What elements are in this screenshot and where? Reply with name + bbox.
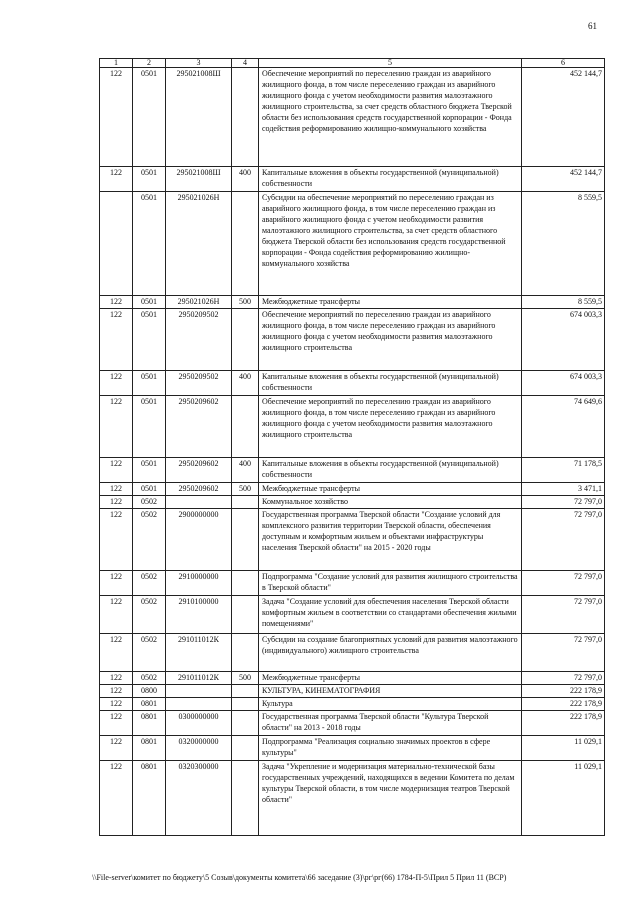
cell-c2: 0501 bbox=[133, 68, 166, 167]
cell-c6: 3 471,1 bbox=[522, 483, 605, 496]
table-row bbox=[100, 672, 605, 685]
cell-c6: 74 649,6 bbox=[522, 396, 605, 458]
table-row bbox=[100, 571, 605, 596]
cell-c4 bbox=[232, 736, 259, 761]
cell-c1: 122 bbox=[100, 509, 133, 571]
cell-c1: 122 bbox=[100, 167, 133, 192]
table-row bbox=[100, 192, 605, 296]
cell-c3: 0320000000 bbox=[166, 736, 232, 761]
cell-c6: 72 797,0 bbox=[522, 634, 605, 672]
cell-c6: 72 797,0 bbox=[522, 496, 605, 509]
table-row bbox=[100, 736, 605, 761]
table-row bbox=[100, 496, 605, 509]
cell-c6: 72 797,0 bbox=[522, 596, 605, 634]
cell-c6: 11 029,1 bbox=[522, 736, 605, 761]
table-row bbox=[100, 396, 605, 458]
cell-c2: 0801 bbox=[133, 761, 166, 836]
cell-c3: 295021026Н bbox=[166, 296, 232, 309]
budget-table bbox=[99, 58, 605, 836]
cell-c6: 222 178,9 bbox=[522, 685, 605, 698]
cell-c3 bbox=[166, 685, 232, 698]
table-row bbox=[100, 371, 605, 396]
cell-c1: 122 bbox=[100, 672, 133, 685]
cell-c3: 2950209602 bbox=[166, 396, 232, 458]
cell-c5: Капитальные вложения в объекты государственной (муниципальной) собственности bbox=[259, 458, 522, 483]
cell-c3: 295021008Ш bbox=[166, 68, 232, 167]
cell-c4 bbox=[232, 711, 259, 736]
table-row bbox=[100, 509, 605, 571]
file-path-footer: \\File-server\комитет по бюджету\5 Созыв\документы комитета\66 заседание (3)\рг\рг(66) 1784-П-5\Прил 5 Прил 11 (ВСР) bbox=[92, 873, 507, 882]
cell-c4 bbox=[232, 634, 259, 672]
cell-c6: 8 559,5 bbox=[522, 192, 605, 296]
cell-c2: 0502 bbox=[133, 496, 166, 509]
cell-c2: 0502 bbox=[133, 571, 166, 596]
cell-c1: 122 bbox=[100, 596, 133, 634]
cell-c2: 0801 bbox=[133, 711, 166, 736]
cell-c6: 72 797,0 bbox=[522, 571, 605, 596]
cell-c6: 674 003,3 bbox=[522, 371, 605, 396]
cell-c1: 122 bbox=[100, 711, 133, 736]
table-row bbox=[100, 483, 605, 496]
cell-c6: 452 144,7 bbox=[522, 68, 605, 167]
cell-c3: 2950209502 bbox=[166, 309, 232, 371]
table-row bbox=[100, 698, 605, 711]
cell-c6: 72 797,0 bbox=[522, 672, 605, 685]
cell-c5: Коммунальное хозяйство bbox=[259, 496, 522, 509]
cell-c3: 2950209602 bbox=[166, 458, 232, 483]
cell-c2: 0501 bbox=[133, 483, 166, 496]
cell-c5: Задача "Создание условий для обеспечения населения Тверской области комфортным жильем в соответствии со стандартами обеспечения жилыми помещениями" bbox=[259, 596, 522, 634]
cell-c4: 500 bbox=[232, 483, 259, 496]
cell-c6: 222 178,9 bbox=[522, 711, 605, 736]
cell-c3: 2950209502 bbox=[166, 371, 232, 396]
cell-c1: 122 bbox=[100, 296, 133, 309]
header-cell: 3 bbox=[166, 59, 232, 68]
cell-c2: 0501 bbox=[133, 296, 166, 309]
cell-c4: 500 bbox=[232, 296, 259, 309]
table-row bbox=[100, 634, 605, 672]
cell-c3: 291011012К bbox=[166, 634, 232, 672]
cell-c6: 11 029,1 bbox=[522, 761, 605, 836]
cell-c5: Задача "Укрепление и модернизация материально-технической базы государственных учреждений, находящихся в ведении Комитета по делам культуры Тверской области, в том числе модернизация театров Тверской области" bbox=[259, 761, 522, 836]
cell-c5: Межбюджетные трансферты bbox=[259, 483, 522, 496]
page-number: 61 bbox=[588, 21, 597, 31]
cell-c3: 2900000000 bbox=[166, 509, 232, 571]
cell-c3 bbox=[166, 698, 232, 711]
cell-c5: Субсидии на создание благоприятных условий для развития малоэтажного (индивидуального) жилищного строительства bbox=[259, 634, 522, 672]
header-row bbox=[100, 59, 605, 68]
cell-c1: 122 bbox=[100, 458, 133, 483]
cell-c6: 72 797,0 bbox=[522, 509, 605, 571]
cell-c2: 0800 bbox=[133, 685, 166, 698]
cell-c4 bbox=[232, 192, 259, 296]
cell-c4: 400 bbox=[232, 458, 259, 483]
cell-c6: 71 178,5 bbox=[522, 458, 605, 483]
table-row bbox=[100, 309, 605, 371]
cell-c5: Межбюджетные трансферты bbox=[259, 296, 522, 309]
cell-c2: 0801 bbox=[133, 698, 166, 711]
table-row bbox=[100, 596, 605, 634]
cell-c4: 400 bbox=[232, 371, 259, 396]
cell-c5: Подпрограмма "Реализация социально значимых проектов в сфере культуры" bbox=[259, 736, 522, 761]
cell-c1: 122 bbox=[100, 634, 133, 672]
cell-c1: 122 bbox=[100, 483, 133, 496]
cell-c1: 122 bbox=[100, 698, 133, 711]
cell-c5: Обеспечение мероприятий по переселению граждан из аварийного жилищного фонда, в том числе переселению граждан из аварийного жилищного фонда с учетом необходимости развития малоэтажного жилищного строительства bbox=[259, 396, 522, 458]
table-row bbox=[100, 167, 605, 192]
cell-c2: 0501 bbox=[133, 309, 166, 371]
cell-c6: 452 144,7 bbox=[522, 167, 605, 192]
cell-c1: 122 bbox=[100, 685, 133, 698]
cell-c2: 0501 bbox=[133, 458, 166, 483]
cell-c1: 122 bbox=[100, 371, 133, 396]
table-row bbox=[100, 761, 605, 836]
cell-c5: Подпрограмма "Создание условий для развития жилищного строительства в Тверской области" bbox=[259, 571, 522, 596]
table-row bbox=[100, 685, 605, 698]
cell-c6: 674 003,3 bbox=[522, 309, 605, 371]
cell-c1: 122 bbox=[100, 309, 133, 371]
cell-c4 bbox=[232, 309, 259, 371]
cell-c3: 0320300000 bbox=[166, 761, 232, 836]
cell-c4: 400 bbox=[232, 167, 259, 192]
cell-c3: 291011012К bbox=[166, 672, 232, 685]
header-cell: 5 bbox=[259, 59, 522, 68]
cell-c2: 0501 bbox=[133, 192, 166, 296]
cell-c5: КУЛЬТУРА, КИНЕМАТОГРАФИЯ bbox=[259, 685, 522, 698]
cell-c3: 2910000000 bbox=[166, 571, 232, 596]
table-row bbox=[100, 296, 605, 309]
table-row bbox=[100, 68, 605, 167]
cell-c4 bbox=[232, 698, 259, 711]
header-cell: 1 bbox=[100, 59, 133, 68]
cell-c2: 0501 bbox=[133, 371, 166, 396]
table-body bbox=[100, 59, 605, 836]
cell-c1: 122 bbox=[100, 571, 133, 596]
cell-c1 bbox=[100, 192, 133, 296]
cell-c5: Субсидии на обеспечение мероприятий по переселению граждан из аварийного жилищного фонда, в том числе переселению граждан из аварийного жилищного фонда с учетом необходимости развития малоэтажного жилищного строительства, за счет средств областного бюджета Тверской области без использования средств государственной корпорации - Фонда содействия реформированию жилищно-коммунального хозяйства bbox=[259, 192, 522, 296]
cell-c4 bbox=[232, 68, 259, 167]
cell-c3: 0300000000 bbox=[166, 711, 232, 736]
cell-c6: 8 559,5 bbox=[522, 296, 605, 309]
cell-c5: Государственная программа Тверской области "Культура Тверской области" на 2013 - 2018 годы bbox=[259, 711, 522, 736]
cell-c5: Обеспечение мероприятий по переселению граждан из аварийного жилищного фонда, в том числе переселению граждан из аварийного жилищного фонда с учетом необходимости развития малоэтажного жилищного строительства bbox=[259, 309, 522, 371]
cell-c4 bbox=[232, 509, 259, 571]
cell-c1: 122 bbox=[100, 396, 133, 458]
cell-c1: 122 bbox=[100, 68, 133, 167]
cell-c1: 122 bbox=[100, 496, 133, 509]
cell-c2: 0501 bbox=[133, 167, 166, 192]
cell-c4 bbox=[232, 396, 259, 458]
cell-c2: 0501 bbox=[133, 396, 166, 458]
cell-c4 bbox=[232, 761, 259, 836]
cell-c5: Капитальные вложения в объекты государственной (муниципальной) собственности bbox=[259, 371, 522, 396]
cell-c3: 2950209602 bbox=[166, 483, 232, 496]
cell-c4 bbox=[232, 596, 259, 634]
cell-c2: 0502 bbox=[133, 672, 166, 685]
cell-c4 bbox=[232, 571, 259, 596]
header-cell: 6 bbox=[522, 59, 605, 68]
header-cell: 4 bbox=[232, 59, 259, 68]
cell-c5: Межбюджетные трансферты bbox=[259, 672, 522, 685]
cell-c5: Государственная программа Тверской области "Создание условий для комплексного развития территории Тверской области, обеспечения доступным и комфортным жильем и объектами инфраструктуры населения Тверской области" на 2015 - 2020 годы bbox=[259, 509, 522, 571]
cell-c2: 0502 bbox=[133, 596, 166, 634]
cell-c4 bbox=[232, 496, 259, 509]
cell-c4 bbox=[232, 685, 259, 698]
cell-c5: Капитальные вложения в объекты государственной (муниципальной) собственности bbox=[259, 167, 522, 192]
cell-c3 bbox=[166, 496, 232, 509]
cell-c5: Обеспечение мероприятий по переселению граждан из аварийного жилищного фонда, в том числе переселению граждан из аварийного жилищного фонда с учетом необходимости развития малоэтажного жилищного строительства, за счет средств областного бюджета Тверской области без использования средств государственной корпорации - Фонда содействия реформированию жилищно-коммунального хозяйства bbox=[259, 68, 522, 167]
cell-c1: 122 bbox=[100, 761, 133, 836]
cell-c3: 2910100000 bbox=[166, 596, 232, 634]
cell-c3: 295021008Ш bbox=[166, 167, 232, 192]
cell-c2: 0801 bbox=[133, 736, 166, 761]
table-row bbox=[100, 458, 605, 483]
cell-c2: 0502 bbox=[133, 509, 166, 571]
cell-c2: 0502 bbox=[133, 634, 166, 672]
cell-c4: 500 bbox=[232, 672, 259, 685]
table-row bbox=[100, 711, 605, 736]
cell-c6: 222 178,9 bbox=[522, 698, 605, 711]
cell-c5: Культура bbox=[259, 698, 522, 711]
cell-c3: 295021026Н bbox=[166, 192, 232, 296]
cell-c1: 122 bbox=[100, 736, 133, 761]
header-cell: 2 bbox=[133, 59, 166, 68]
